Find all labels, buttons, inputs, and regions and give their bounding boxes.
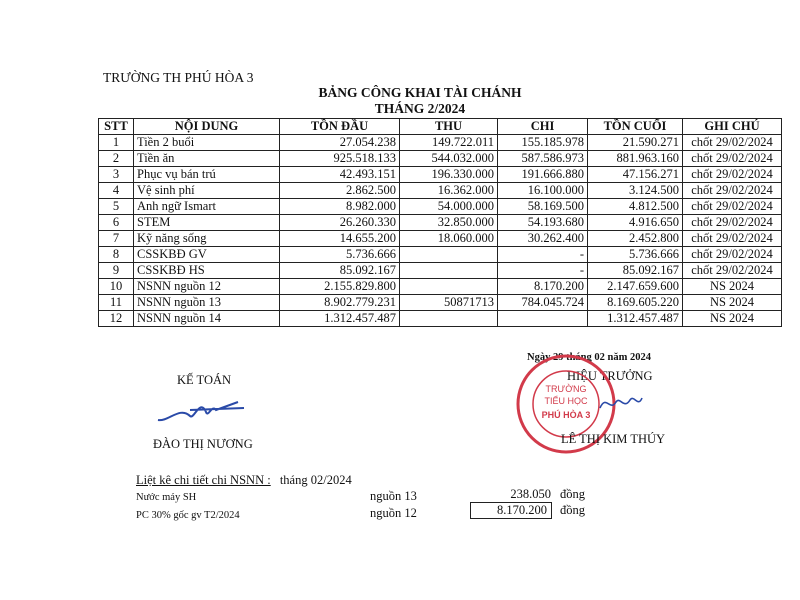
cell-stt: 9 bbox=[99, 263, 134, 279]
cell-opening: 8.902.779.231 bbox=[280, 295, 400, 311]
cell-note: chốt 29/02/2024 bbox=[683, 263, 782, 279]
stamp-text-bottom: PHÚ HÒA 3 bbox=[541, 410, 591, 420]
cell-note: NS 2024 bbox=[683, 279, 782, 295]
cell-income bbox=[400, 263, 498, 279]
cell-opening: 14.655.200 bbox=[280, 231, 400, 247]
stamp-text-top: TRƯỜNG bbox=[545, 384, 587, 394]
detail-item-unit: đồng bbox=[560, 487, 585, 501]
cell-content: NSNN nguồn 14 bbox=[134, 311, 280, 327]
cell-closing: 47.156.271 bbox=[588, 167, 683, 183]
cell-note: chốt 29/02/2024 bbox=[683, 231, 782, 247]
principal-signature bbox=[596, 390, 646, 416]
column-header: THU bbox=[400, 119, 498, 135]
table-row bbox=[99, 295, 782, 311]
cell-opening: 1.312.457.487 bbox=[280, 311, 400, 327]
table-row bbox=[99, 167, 782, 183]
cell-closing: 8.169.605.220 bbox=[588, 295, 683, 311]
cell-stt: 2 bbox=[99, 151, 134, 167]
cell-stt: 10 bbox=[99, 279, 134, 295]
cell-closing: 4.812.500 bbox=[588, 199, 683, 215]
accountant-signature bbox=[150, 392, 250, 432]
column-header: TỒN CUỐI bbox=[588, 119, 683, 135]
cell-stt: 11 bbox=[99, 295, 134, 311]
cell-expense: 30.262.400 bbox=[498, 231, 588, 247]
detail-item-amount: 8.170.200 bbox=[470, 502, 552, 519]
cell-expense: 784.045.724 bbox=[498, 295, 588, 311]
details-heading-month: tháng 02/2024 bbox=[279, 473, 352, 487]
cell-note: chốt 29/02/2024 bbox=[683, 215, 782, 231]
detail-item-source: nguồn 13 bbox=[370, 489, 417, 503]
cell-content: Kỹ năng sống bbox=[134, 231, 280, 247]
cell-income: 54.000.000 bbox=[400, 199, 498, 215]
document-subtitle: THÁNG 2/2024 bbox=[374, 101, 466, 116]
details-heading bbox=[136, 473, 352, 488]
cell-expense: 155.185.978 bbox=[498, 135, 588, 151]
cell-income: 16.362.000 bbox=[400, 183, 498, 199]
cell-closing: 3.124.500 bbox=[588, 183, 683, 199]
cell-content: NSNN nguồn 12 bbox=[134, 279, 280, 295]
school-name: TRƯỜNG TH PHÚ HÒA 3 bbox=[103, 70, 254, 85]
cell-income: 196.330.000 bbox=[400, 167, 498, 183]
cell-stt: 12 bbox=[99, 311, 134, 327]
cell-expense: 587.586.973 bbox=[498, 151, 588, 167]
detail-item-label: Nước máy SH bbox=[136, 492, 197, 503]
cell-note: NS 2024 bbox=[683, 311, 782, 327]
table-row bbox=[99, 135, 782, 151]
principal-title: HIỆU TRƯỞNG bbox=[567, 369, 653, 383]
cell-stt: 7 bbox=[99, 231, 134, 247]
cell-content: Tiền ăn bbox=[134, 151, 280, 167]
cell-closing: 1.312.457.487 bbox=[588, 311, 683, 327]
cell-opening: 2.862.500 bbox=[280, 183, 400, 199]
cell-closing: 21.590.271 bbox=[588, 135, 683, 151]
column-header: NỘI DUNG bbox=[134, 119, 280, 135]
cell-closing: 2.452.800 bbox=[588, 231, 683, 247]
cell-income bbox=[400, 279, 498, 295]
cell-stt: 4 bbox=[99, 183, 134, 199]
cell-closing: 2.147.659.600 bbox=[588, 279, 683, 295]
cell-expense bbox=[498, 311, 588, 327]
detail-item-unit: đồng bbox=[560, 503, 585, 517]
table-row bbox=[99, 247, 782, 263]
cell-note: chốt 29/02/2024 bbox=[683, 135, 782, 151]
detail-item-source: nguồn 12 bbox=[370, 506, 417, 520]
detail-item-amount: 238.050 bbox=[510, 487, 551, 501]
cell-expense: 191.666.880 bbox=[498, 167, 588, 183]
cell-content: STEM bbox=[134, 215, 280, 231]
date-line: Ngày 29 tháng 02 năm 2024 bbox=[527, 352, 651, 363]
cell-content: Phục vụ bán trú bbox=[134, 167, 280, 183]
cell-stt: 8 bbox=[99, 247, 134, 263]
table-row bbox=[99, 151, 782, 167]
cell-content: CSSKBĐ GV bbox=[134, 247, 280, 263]
cell-stt: 3 bbox=[99, 167, 134, 183]
cell-stt: 1 bbox=[99, 135, 134, 151]
column-header: GHI CHÚ bbox=[683, 119, 782, 135]
cell-opening: 27.054.238 bbox=[280, 135, 400, 151]
table-row bbox=[99, 183, 782, 199]
cell-income: 18.060.000 bbox=[400, 231, 498, 247]
table-row bbox=[99, 215, 782, 231]
principal-name: LÊ THỊ KIM THÚY bbox=[561, 432, 666, 446]
column-header: STT bbox=[99, 119, 134, 135]
cell-note: chốt 29/02/2024 bbox=[683, 199, 782, 215]
accountant-name: ĐÀO THỊ NƯƠNG bbox=[153, 437, 253, 451]
table-header-row bbox=[99, 119, 782, 135]
cell-income: 544.032.000 bbox=[400, 151, 498, 167]
cell-opening: 925.518.133 bbox=[280, 151, 400, 167]
cell-note: chốt 29/02/2024 bbox=[683, 247, 782, 263]
cell-content: Vệ sinh phí bbox=[134, 183, 280, 199]
cell-expense: 16.100.000 bbox=[498, 183, 588, 199]
cell-closing: 4.916.650 bbox=[588, 215, 683, 231]
cell-note: chốt 29/02/2024 bbox=[683, 183, 782, 199]
column-header: TỒN ĐẦU bbox=[280, 119, 400, 135]
column-header: CHI bbox=[498, 119, 588, 135]
cell-content: Anh ngữ Ismart bbox=[134, 199, 280, 215]
table-row bbox=[99, 263, 782, 279]
cell-stt: 5 bbox=[99, 199, 134, 215]
cell-expense: 8.170.200 bbox=[498, 279, 588, 295]
cell-expense: - bbox=[498, 263, 588, 279]
accountant-title: KẾ TOÁN bbox=[177, 373, 232, 387]
cell-opening: 8.982.000 bbox=[280, 199, 400, 215]
table-row bbox=[99, 231, 782, 247]
cell-content: NSNN nguồn 13 bbox=[134, 295, 280, 311]
detail-item-label: PC 30% gốc gv T2/2024 bbox=[136, 510, 240, 521]
cell-opening: 5.736.666 bbox=[280, 247, 400, 263]
cell-income: 32.850.000 bbox=[400, 215, 498, 231]
cell-closing: 5.736.666 bbox=[588, 247, 683, 263]
cell-income: 50871713 bbox=[400, 295, 498, 311]
table-row bbox=[99, 311, 782, 327]
cell-closing: 881.963.160 bbox=[588, 151, 683, 167]
details-heading-label: Liệt kê chi tiết chi NSNN : bbox=[136, 473, 271, 487]
cell-expense: - bbox=[498, 247, 588, 263]
cell-opening: 26.260.330 bbox=[280, 215, 400, 231]
table-row bbox=[99, 199, 782, 215]
table-row bbox=[99, 279, 782, 295]
document-title: BẢNG CÔNG KHAI TÀI CHÁNH bbox=[318, 85, 522, 100]
cell-expense: 58.169.500 bbox=[498, 199, 588, 215]
cell-note: NS 2024 bbox=[683, 295, 782, 311]
cell-note: chốt 29/02/2024 bbox=[683, 167, 782, 183]
cell-note: chốt 29/02/2024 bbox=[683, 151, 782, 167]
cell-stt: 6 bbox=[99, 215, 134, 231]
cell-opening: 2.155.829.800 bbox=[280, 279, 400, 295]
cell-opening: 42.493.151 bbox=[280, 167, 400, 183]
cell-closing: 85.092.167 bbox=[588, 263, 683, 279]
cell-opening: 85.092.167 bbox=[280, 263, 400, 279]
cell-income bbox=[400, 311, 498, 327]
cell-content: CSSKBĐ HS bbox=[134, 263, 280, 279]
cell-content: Tiền 2 buổi bbox=[134, 135, 280, 151]
finance-table bbox=[98, 118, 782, 327]
stamp-text-mid: TIỂU HỌC bbox=[544, 396, 588, 406]
cell-income bbox=[400, 247, 498, 263]
cell-expense: 54.193.680 bbox=[498, 215, 588, 231]
cell-income: 149.722.011 bbox=[400, 135, 498, 151]
